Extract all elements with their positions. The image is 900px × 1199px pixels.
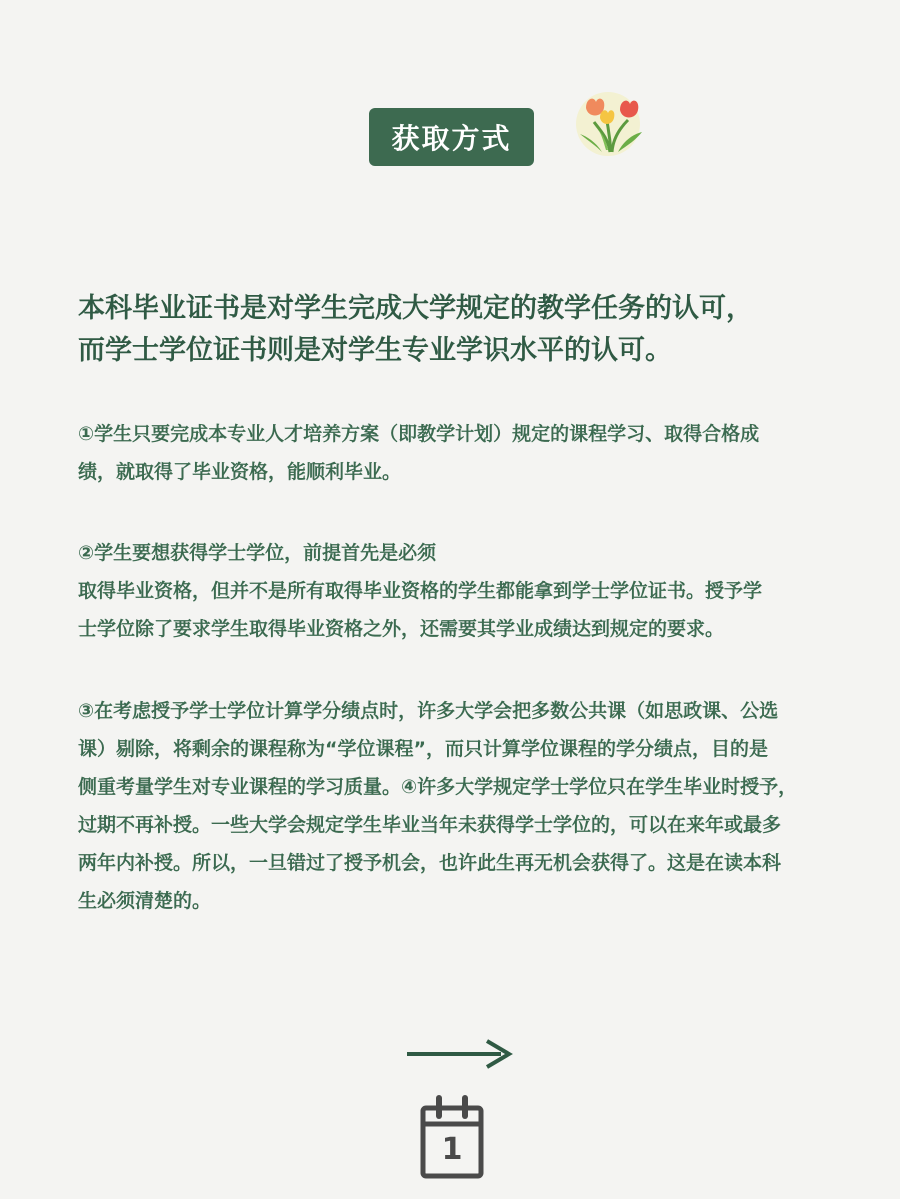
paragraph-line: 士学位除了要求学生取得毕业资格之外，还需要其学业成绩达到规定的要求。	[78, 618, 725, 640]
headline	[78, 288, 868, 372]
arrow-right-icon	[405, 1037, 515, 1071]
paragraph-2	[78, 534, 878, 648]
paragraph-line: 生必须清楚的。	[78, 890, 212, 912]
paragraph-line: 两年内补授。所以，一旦错过了授予机会，也许此生再无机会获得了。这是在读本科	[78, 852, 782, 874]
paragraph-line: ①学生只要完成本专业人才培养方案（即教学计划）规定的课程学习、取得合格成	[78, 423, 760, 445]
calendar-number: 1	[441, 1131, 463, 1167]
paragraph-line: 绩，就取得了毕业资格，能顺利毕业。	[78, 461, 402, 483]
paragraph-line: 课）剔除，将剩余的课程称为“学位课程”，而只计算学位课程的学分绩点，目的是	[78, 738, 768, 760]
paragraph-line: 侧重考量学生对专业课程的学习质量。④许多大学规定学士学位只在学生毕业时授予，	[78, 776, 798, 798]
paragraph-3	[78, 692, 878, 920]
paragraph-1	[78, 415, 878, 491]
paragraph-line: ②学生要想获得学士学位，前提首先是必须	[78, 542, 437, 564]
page-title-badge	[369, 108, 534, 166]
tulip-icon	[572, 86, 650, 158]
paragraph-line: ③在考虑授予学士学位计算学分绩点时，许多大学会把多数公共课（如思政课、公选	[78, 700, 779, 722]
headline-line-2: 而学士学位证书则是对学生专业学识水平的认可。	[78, 335, 672, 366]
page-title: 获取方式	[391, 122, 512, 155]
paragraph-line: 取得毕业资格，但并不是所有取得毕业资格的学生都能拿到学士学位证书。授予学	[78, 580, 763, 602]
headline-line-1: 本科毕业证书是对学生完成大学规定的教学任务的认可，	[78, 293, 753, 324]
paragraph-line: 过期不再补授。一些大学会规定学生毕业当年未获得学士学位的，可以在来年或最多	[78, 814, 782, 836]
